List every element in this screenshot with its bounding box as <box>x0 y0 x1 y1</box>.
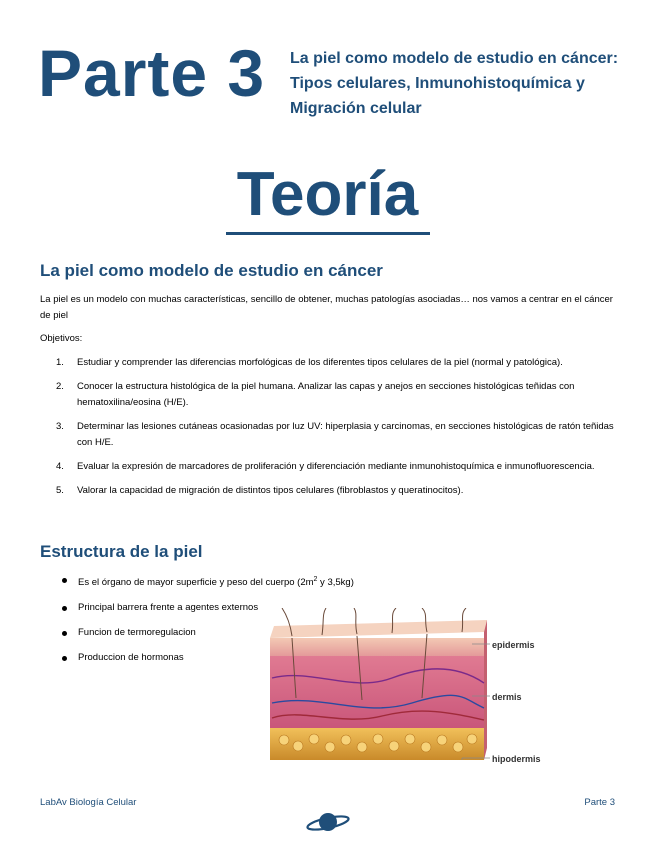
skin-diagram <box>262 608 552 778</box>
label-dermis: dermis <box>492 692 522 702</box>
label-hipodermis: hipodermis <box>492 754 541 764</box>
list-item: 5. Valorar la capacidad de migración de distintos tipos celulares (fibroblastos y queratinocitos). <box>56 485 464 496</box>
list-item: Funcion de termoregulacion <box>62 625 354 641</box>
list-item: 1. Estudiar y comprender las diferencias morfológicas de los diferentes tipos celulares de la piel (normal y patológica). <box>56 357 563 368</box>
list-item: 2. Conocer la estructura histológica de la piel humana. Analizar las capas y anejos en secciones histológicas teñidas con hematoxilina/eosina (H/E). <box>56 381 575 408</box>
part-subtitle: La piel como modelo de estudio en cáncer: Tipos celulares, Inmunohistoquímica y Migración celular <box>290 50 619 117</box>
list-item: 4. Evaluar la expresión de marcadores de proliferación y diferenciación mediante inmunohistoquímica e inmunofluorescencia. <box>56 461 595 472</box>
planet-logo-icon <box>305 808 351 836</box>
skin-side <box>484 620 487 760</box>
objectives-list <box>56 355 616 507</box>
main-title: Teoría <box>236 160 419 229</box>
label-epidermis: epidermis <box>492 640 535 650</box>
list-item: 3. Determinar las lesiones cutáneas ocasionadas por luz UV: hiperplasia y carcinomas, en secciones histológicas de ratón teñidas con H/E. <box>56 421 614 448</box>
footer-left: LabAv Biología Celular <box>40 797 137 808</box>
part-title: Parte 3 <box>38 36 266 110</box>
footer-right: Parte 3 <box>584 797 615 808</box>
section-heading-estructura: Estructura de la piel <box>40 542 203 561</box>
list-item: Produccion de hormonas <box>62 650 354 666</box>
intro-paragraph: La piel es un modelo con muchas características, sencillo de obtener, muchas patologías asociadas… nos vamos a centrar en el cáncer de piel <box>40 294 613 321</box>
list-item: Es el órgano de mayor superficie y peso del cuerpo ($2m^2$ y 3,5kg) <box>62 572 354 591</box>
title-underline <box>226 232 430 235</box>
epidermis-layer <box>270 638 484 656</box>
section-heading-piel-modelo: La piel como modelo de estudio en cáncer <box>40 261 383 280</box>
objectives-label: Objetivos: <box>40 333 83 344</box>
skin-surface <box>270 620 487 638</box>
list-item: Principal barrera frente a agentes externos <box>62 600 354 616</box>
